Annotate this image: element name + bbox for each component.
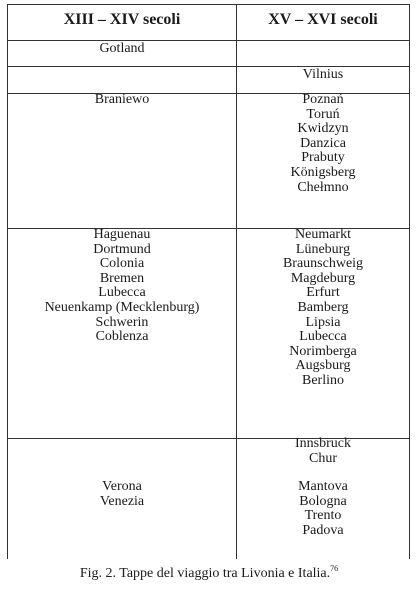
place-name: Haguenau [93,227,151,242]
footnote-reference: 76 [330,564,339,573]
figure-caption [0,564,418,582]
place-name: Erfurt [306,285,340,301]
place-name: Verona [102,479,142,494]
place-name: Gotland [99,41,145,56]
cell-row3-right [237,93,409,195]
cell-row2-right [237,68,409,83]
place-name: Toruń [306,106,340,122]
place-name: Neumarkt [295,227,351,242]
place-name: Berlino [302,372,344,388]
place-name: Vilnius [302,67,344,82]
place-name: Innsbruck [295,436,351,451]
header-divider [8,40,409,41]
place-name: Colonia [99,256,145,272]
cell-row6-left [8,480,236,509]
place-name: Braunschweig [282,256,364,272]
place-name: Königsberg [290,164,356,180]
place-name: Bamberg [297,299,349,315]
place-name: Dortmund [93,241,151,257]
column-header-xv-xvi: XV – XVI secoli [268,11,378,28]
row-divider [8,66,409,67]
place-name: Coblenza [95,329,149,345]
cell-row6-right [237,480,409,538]
place-name: Padova [302,522,344,538]
place-name: Bremen [99,270,145,286]
cell-row4-right [237,228,409,389]
place-name: Mantova [298,479,348,494]
place-name: Bologna [299,493,347,509]
column-header-xiii-xiv: XIII – XIV secoli [63,11,181,28]
place-name: Poznań [302,92,344,107]
place-name: Prabuty [301,150,345,166]
place-name: Lubecca [299,329,347,345]
place-name: Augsburg [295,358,351,374]
place-name: Schwerin [95,314,149,330]
itinerary-table [7,4,410,559]
place-name: Chur [309,450,337,466]
place-name: Lipsia [305,314,341,330]
place-name: Trento [304,508,342,524]
place-name: Kwidzyn [297,121,349,137]
cell-row3-left [8,93,236,108]
place-name: Braniewo [94,92,150,107]
place-name: Magdeburg [290,270,356,286]
place-name: Lüneburg [295,241,351,257]
place-name: Norimberga [289,343,357,359]
caption-text: Fig. 2. Tappe del viaggio tra Livonia e Italia. [79,566,331,581]
place-name: Lubecca [98,285,146,301]
cell-row4-left [8,228,236,345]
cell-row5-right [237,437,409,466]
place-name: Neuenkamp (Mecklenburg) [44,299,200,315]
place-name: Danzica [300,135,346,151]
cell-row1-left [8,42,236,57]
place-name: Venezia [99,493,145,509]
table-border-top [8,4,409,5]
place-name: Chełmno [297,179,349,195]
